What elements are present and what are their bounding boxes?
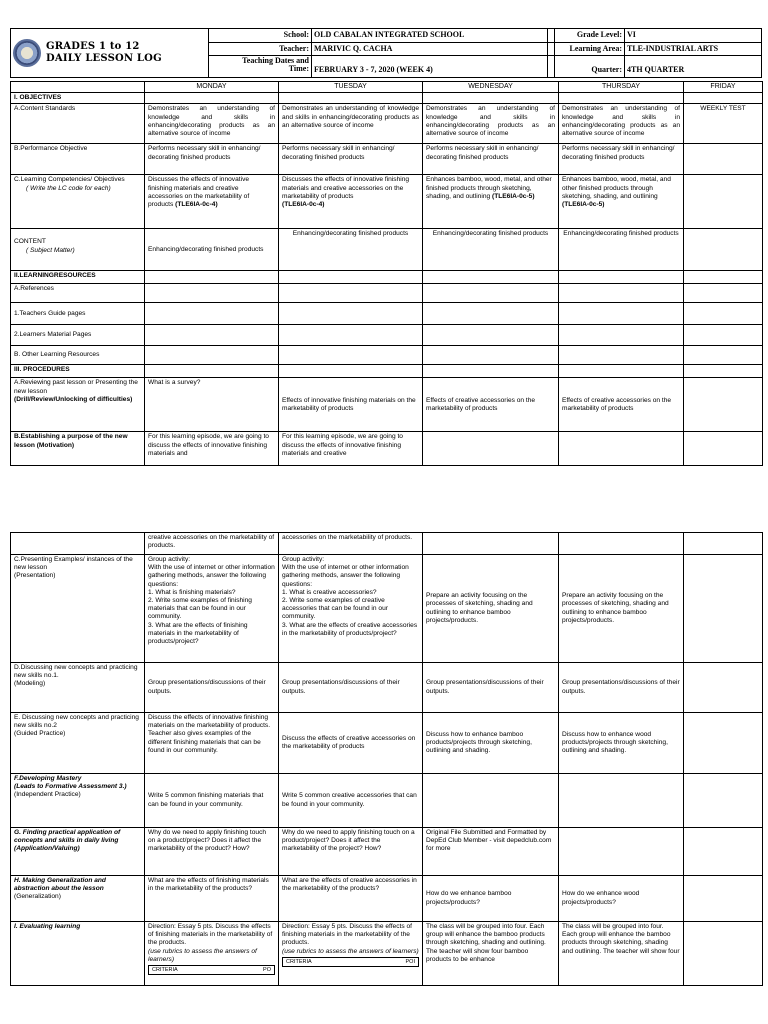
table-row bbox=[11, 555, 763, 663]
quarter-label: Quarter: bbox=[555, 56, 625, 77]
criteria-box: CRITERIA POI bbox=[282, 957, 419, 967]
cell: Performs necessary skill in enhancing/ decorating finished products bbox=[279, 144, 423, 175]
row-label: A.References bbox=[11, 284, 145, 303]
cell: Prepare an activity focusing on the processes of sketching, shading and outlining to enhance bamboo projects/products. bbox=[423, 555, 559, 663]
cell: Demonstrates an understanding of knowledge and skills in enhancing/decorating products as an alternative source of income bbox=[559, 104, 684, 144]
title-line-2: DAILY LESSON LOG bbox=[46, 53, 162, 64]
section-resources: II.LEARNINGRESOURCES bbox=[11, 271, 145, 284]
row-label: G. Finding practical application of concepts and skills in daily living (Application/Valuing) bbox=[11, 828, 145, 876]
table-row bbox=[11, 175, 763, 229]
brand-block bbox=[11, 29, 209, 77]
cell: Prepare an activity focusing on the processes of sketching, shading and outlining to enhance bamboo projects/products. bbox=[559, 555, 684, 663]
cell: Enhances bamboo, wood, metal, and other finished products through sketching, shading, and outlining (TLE6IA-0c-5) bbox=[559, 175, 684, 229]
cell: Performs necessary skill in enhancing/ decorating finished products bbox=[423, 144, 559, 175]
row-label: B.Performance Objective bbox=[11, 144, 145, 175]
school-label: School: bbox=[209, 29, 312, 43]
row-label: H. Making Generalization and abstraction about the lesson (Generalization) bbox=[11, 876, 145, 922]
cell: Enhancing/decorating finished products bbox=[559, 229, 684, 271]
grade-label: Grade Level: bbox=[555, 29, 625, 43]
school-value: OLD CABALAN INTEGRATED SCHOOL bbox=[312, 29, 548, 43]
cell: Group presentations/discussions of their outputs. bbox=[145, 663, 279, 713]
table-row bbox=[11, 713, 763, 774]
cell: Group presentations/discussions of their outputs. bbox=[423, 663, 559, 713]
day-friday: FRIDAY bbox=[684, 82, 763, 93]
table-row bbox=[11, 663, 763, 713]
row-label: D.Discussing new concepts and practicing new skills no.1. (Modeling) bbox=[11, 663, 145, 713]
cell: How do we enhance wood projects/products? bbox=[559, 876, 684, 922]
cell: Effects of creative accessories on the marketability of products bbox=[559, 378, 684, 432]
title-line-1: GRADES 1 to 12 bbox=[46, 41, 140, 52]
dates-value: FEBRUARY 3 - 7, 2020 (WEEK 4) bbox=[312, 56, 548, 77]
table-row bbox=[11, 922, 763, 986]
cell: creative accessories on the marketability of products. bbox=[145, 533, 279, 555]
row-label: 2.Learners Material Pages bbox=[11, 325, 145, 346]
dates-label: Teaching Dates and Time: bbox=[209, 56, 312, 77]
cell: The class will be grouped into four. Each group will enhance the bamboo products through sketching, shading and outlining. The teacher will show four bamboo products to be enhance bbox=[423, 922, 559, 986]
cell: What are the effects of finishing materials in the marketability of the products? bbox=[145, 876, 279, 922]
area-value: TLE-INDUSTRIAL ARTS bbox=[625, 43, 761, 57]
lesson-log-page-2 bbox=[10, 532, 762, 986]
day-header-row bbox=[11, 82, 763, 93]
day-thursday: THURSDAY bbox=[559, 82, 684, 93]
cell: Discuss how to enhance wood products/projects through sketching, outlining and shading. bbox=[559, 713, 684, 774]
header-info-grid bbox=[209, 29, 761, 77]
row-label: B. Other Learning Resources bbox=[11, 346, 145, 365]
cell: Enhancing/decorating finished products bbox=[145, 229, 279, 271]
row-label: A.Content Standards bbox=[11, 104, 145, 144]
cell: Discuss the effects of creative accessories on the marketability of products bbox=[279, 713, 423, 774]
day-monday: MONDAY bbox=[145, 82, 279, 93]
table-row bbox=[11, 144, 763, 175]
cell: Write 5 common finishing materials that can be found in your community. bbox=[145, 774, 279, 828]
day-tuesday: TUESDAY bbox=[279, 82, 423, 93]
row-label: CONTENT ( Subject Matter) bbox=[11, 229, 145, 271]
lesson-table-2 bbox=[10, 532, 763, 986]
cell: Demonstrates an understanding of knowledge and skills in enhancing/decorating products as an alternative source of income bbox=[279, 104, 423, 144]
table-row bbox=[11, 432, 763, 466]
cell: Effects of creative accessories on the marketability of products bbox=[423, 378, 559, 432]
cell: accessories on the marketability of products. bbox=[279, 533, 423, 555]
cell: Group activity: With the use of internet or other information gathering methods, answer the following questions: 1. What is creative accessories? 2. Write some examples of creative accessories that can be found in our community. 3. What are the effects of creative accessories in the marketability of products/project? bbox=[279, 555, 423, 663]
cell: Group presentations/discussions of their outputs. bbox=[559, 663, 684, 713]
cell: Demonstrates an understanding of knowledge and skills in enhancing/decorating products as an alternative source of income bbox=[145, 104, 279, 144]
cell: Group activity: With the use of internet or other information gathering methods, answer the following questions: 1. What is finishing materials? 2. Write some examples of finishing materials that can be found in our community. 3. What are the effects of finishing materials in the marketability of products/project? bbox=[145, 555, 279, 663]
cell: Group presentations/discussions of their outputs. bbox=[279, 663, 423, 713]
cell: Enhances bamboo, wood, metal, and other finished products through sketching, shading, and outlining (TLE6IA-0c-5) bbox=[423, 175, 559, 229]
table-row bbox=[11, 378, 763, 432]
cell: Enhancing/decorating finished products bbox=[423, 229, 559, 271]
cell: Performs necessary skill in enhancing/ decorating finished products bbox=[145, 144, 279, 175]
cell: What are the effects of creative accessories in the marketability of the products? bbox=[279, 876, 423, 922]
teacher-label: Teacher: bbox=[209, 43, 312, 57]
cell: Direction: Essay 5 pts. Discuss the effects of finishing materials in the marketability of the products. (use rubrics to assess the answers of learners) CRITERIA PO bbox=[145, 922, 279, 986]
section-objectives: I. OBJECTIVES bbox=[11, 93, 145, 104]
grade-value: VI bbox=[625, 29, 761, 43]
area-label: Learning Area: bbox=[555, 43, 625, 57]
table-row bbox=[11, 104, 763, 144]
row-label: C.Presenting Examples/ instances of the new lesson (Presentation) bbox=[11, 555, 145, 663]
row-label: A.Reviewing past lesson or Presenting the new lesson (Drill/Review/Unlocking of difficulties) bbox=[11, 378, 145, 432]
cell: Discuss how to enhance bamboo products/projects through sketching, outlining and shading. bbox=[423, 713, 559, 774]
row-label: I. Evaluating learning bbox=[11, 922, 145, 986]
teacher-value: MARIVIC Q. CACHA bbox=[312, 43, 548, 57]
cell: The class will be grouped into four. Each group will enhance the bamboo products through sketching, shading and outlining. The teacher will show four bbox=[559, 922, 684, 986]
cell: Why do we need to apply finishing touch on a product/project? Does it affect the marketability of the project? How? bbox=[279, 828, 423, 876]
cell: Discusses the effects of innovative finishing materials and creative accessories on the marketability of products (TLE6IA-0c-4) bbox=[279, 175, 423, 229]
table-row bbox=[11, 533, 763, 555]
cell: Discusses the effects of innovative finishing materials and creative accessories on the marketability of products (TLE6IA-0c-4) bbox=[145, 175, 279, 229]
lesson-table-1 bbox=[10, 81, 763, 466]
cell: Performs necessary skill in enhancing/ decorating finished products bbox=[559, 144, 684, 175]
section-procedures: III. PROCEDURES bbox=[11, 365, 145, 378]
cell: Original File Submitted and Formatted by DepEd Club Member - visit depedclub.com for more bbox=[423, 828, 559, 876]
deped-seal-icon bbox=[13, 39, 41, 67]
row-label: B.Establishing a purpose of the new lesson (Motivation) bbox=[11, 432, 145, 466]
quarter-value: 4TH QUARTER bbox=[627, 65, 685, 75]
cell: Effects of innovative finishing materials on the marketability of products bbox=[279, 378, 423, 432]
criteria-box: CRITERIA PO bbox=[148, 965, 275, 975]
cell: Write 5 common creative accessories that can be found in your community. bbox=[279, 774, 423, 828]
row-label: C.Learning Competencies/ Objectives ( Write the LC code for each) bbox=[11, 175, 145, 229]
dll-header bbox=[10, 28, 762, 78]
table-row bbox=[11, 876, 763, 922]
cell: Enhancing/decorating finished products bbox=[279, 229, 423, 271]
cell: Direction: Essay 5 pts. Discuss the effects of finishing materials in the marketability of the products. (use rubrics to assess the answers of learners) CRITERIA POI bbox=[279, 922, 423, 986]
row-label: F.Developing Mastery (Leads to Formative Assessment 3.) (Independent Practice) bbox=[11, 774, 145, 828]
row-label: E. Discussing new concepts and practicing new skills no.2 (Guided Practice) bbox=[11, 713, 145, 774]
cell: Why do we need to apply finishing touch on a product/project? Does it affect the marketability of the product? How? bbox=[145, 828, 279, 876]
cell: Discuss the effects of innovative finishing materials on the marketability of products. Teacher also gives examples of the different finishing materials that can be found in our community. bbox=[145, 713, 279, 774]
cell: For this learning episode, we are going to discuss the effects of innovative finishing materials and creative bbox=[279, 432, 423, 466]
table-row bbox=[11, 229, 763, 271]
cell: What is a survey? bbox=[145, 378, 279, 432]
cell: Demonstrates an understanding of knowledge and skills in enhancing/decorating products as an alternative source of income bbox=[423, 104, 559, 144]
lesson-log-page-1 bbox=[10, 28, 762, 466]
cell: For this learning episode, we are going to discuss the effects of innovative finishing materials and bbox=[145, 432, 279, 466]
table-row bbox=[11, 828, 763, 876]
table-row bbox=[11, 774, 763, 828]
day-wednesday: WEDNESDAY bbox=[423, 82, 559, 93]
cell: WEEKLY TEST bbox=[684, 104, 763, 144]
cell: How do we enhance bamboo projects/products? bbox=[423, 876, 559, 922]
row-label: 1.Teachers Guide pages bbox=[11, 303, 145, 325]
